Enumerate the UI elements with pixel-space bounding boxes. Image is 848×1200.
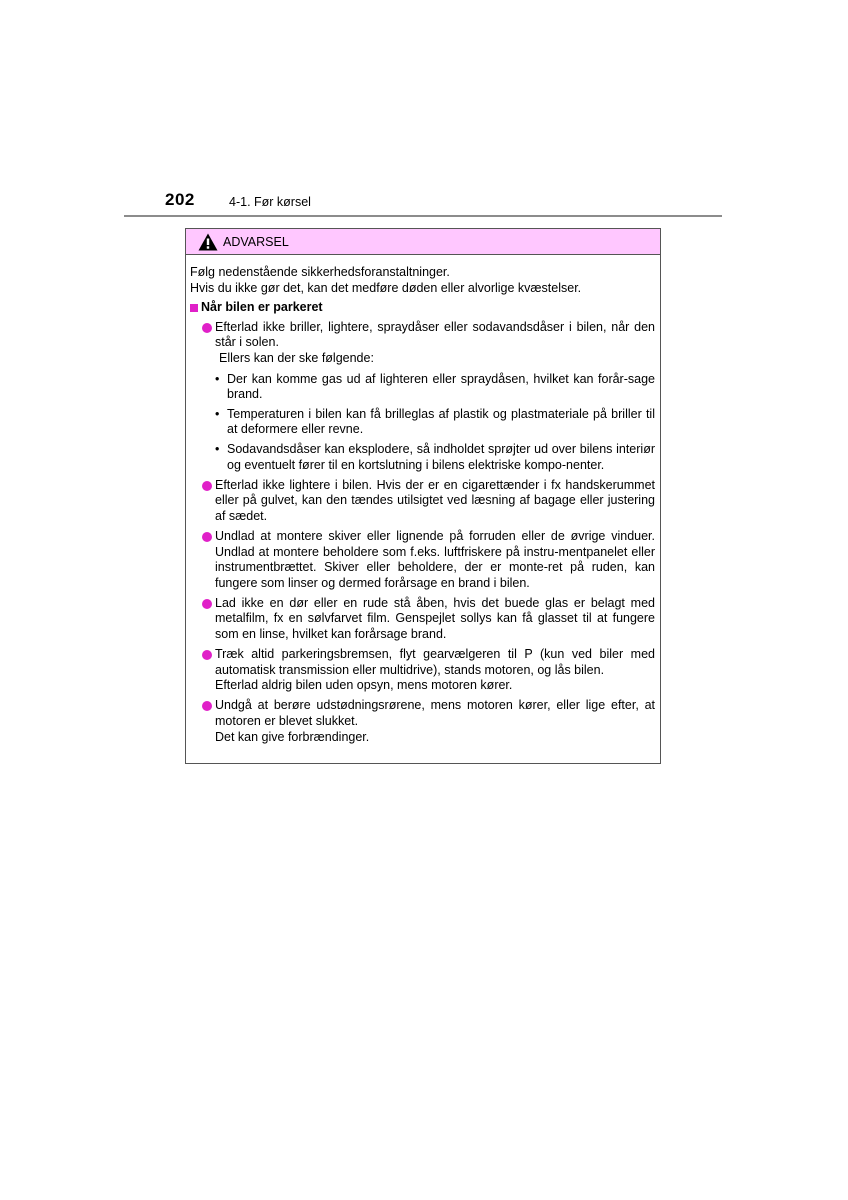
- list-item: [190, 698, 655, 745]
- subheading: [190, 300, 655, 316]
- item-text: Undgå at berøre udstødningsrørene, mens motoren kører, eller lige efter, at motoren er blevet slukket.: [215, 698, 655, 728]
- square-bullet-icon: [190, 304, 198, 312]
- item-text: Træk altid parkeringsbremsen, flyt gearvælgeren til P (kun ved biler med automatisk transmission eller multidrive), stands motoren, og lås bilen.: [215, 647, 655, 677]
- item-text: Lad ikke en dør eller en rude stå åben, hvis det buede glas er belagt med metalfilm, fx en sølvfarvet film. Genspejlet sollys kan få glasset til at fungere som en linse, hvilket kan forårsage brand.: [215, 595, 655, 641]
- circle-bullet-icon: [202, 701, 212, 711]
- warning-triangle-icon: [198, 233, 218, 251]
- sub-bullet-item: [215, 442, 655, 473]
- warning-body: [186, 255, 660, 745]
- sub-bullet-text: Temperaturen i bilen kan få brilleglas af plastik og plastmateriale på briller til at deformere eller revne.: [227, 406, 655, 437]
- circle-bullet-icon: [202, 532, 212, 542]
- circle-bullet-icon: [202, 599, 212, 609]
- subheading-text: Når bilen er parkeret: [201, 300, 323, 315]
- item-text: Undlad at montere skiver eller lignende på forruden eller de øvrige vinduer. Undlad at montere beholdere som f.eks. luftfriskere på instru-mentpanelet eller instrumentbrættet. Skiver eller beholdere, der er monte-ret på ruden, kan fungere som linser og dermed forårsage en brand i bilen.: [215, 528, 655, 590]
- item-lead: Ellers kan der ske følgende:: [219, 350, 374, 365]
- circle-bullet-icon: [202, 481, 212, 491]
- circle-bullet-icon: [202, 323, 212, 333]
- warning-header: [186, 229, 660, 255]
- sub-bullet-text: Der kan komme gas ud af lighteren eller spraydåsen, hvilket kan forår-sage brand.: [227, 371, 655, 402]
- item-continuation: Det kan give forbrændinger.: [215, 729, 370, 744]
- header-divider: [124, 215, 722, 217]
- warning-intro: [190, 265, 655, 296]
- intro-line: Følg nedenstående sikkerhedsforanstaltninger.: [190, 265, 450, 279]
- item-text: Efterlad ikke briller, lightere, spraydåser eller sodavandsdåser i bilen, når den står i solen.: [215, 319, 655, 350]
- warning-title: ADVARSEL: [223, 234, 289, 249]
- sub-bullet-item: [215, 372, 655, 403]
- sub-bullet-text: Sodavandsdåser kan eksplodere, så indholdet sprøjter ud over bilens interiør og eventuelt fører til en kortslutning i bilens elektriske kompo-nenter.: [227, 441, 655, 472]
- list-item: [190, 478, 655, 525]
- bullet-dot-icon: •: [215, 406, 220, 421]
- item-continuation: Efterlad aldrig bilen uden opsyn, mens motoren kører.: [215, 678, 513, 693]
- bullet-dot-icon: •: [215, 371, 220, 386]
- list-item: [190, 320, 655, 473]
- warning-box: [185, 228, 661, 764]
- list-item: [190, 647, 655, 694]
- list-item: [190, 529, 655, 591]
- circle-bullet-icon: [202, 650, 212, 660]
- item-text: Efterlad ikke lightere i bilen. Hvis der er en cigarettænder i fx handskerummet eller på gulvet, kan den tændes utilsigtet ved læsning af bagage eller justering af sædet.: [215, 477, 655, 523]
- intro-line: Hvis du ikke gør det, kan det medføre døden eller alvorlige kvæstelser.: [190, 280, 582, 295]
- sub-bullet-item: [215, 407, 655, 438]
- section-title: 4-1. Før kørsel: [229, 195, 311, 209]
- list-item: [190, 596, 655, 643]
- page-number: 202: [165, 190, 195, 209]
- warning-items: [190, 320, 655, 745]
- bullet-dot-icon: •: [215, 441, 220, 456]
- sub-bullet-list: [215, 372, 655, 474]
